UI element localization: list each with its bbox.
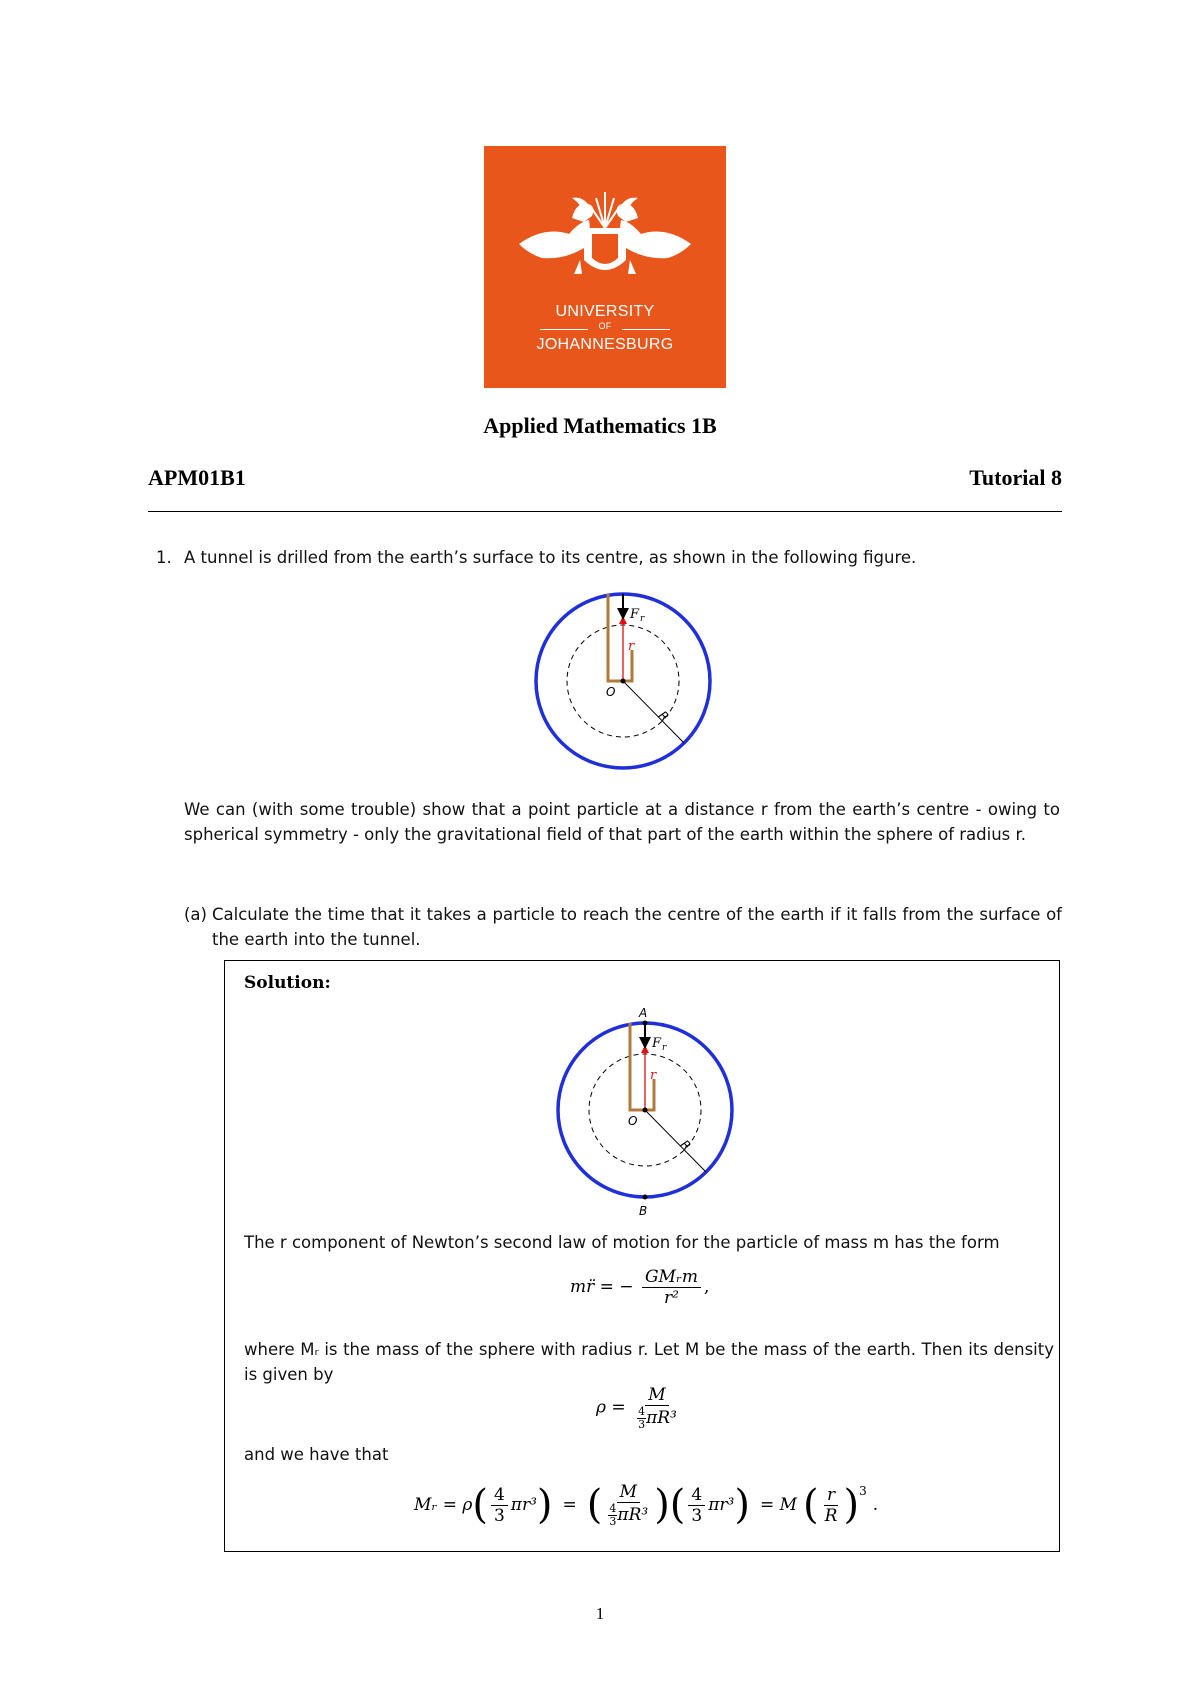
paren-open: ( — [803, 1482, 819, 1528]
tunnel — [630, 1023, 654, 1110]
logo-text-university: UNIVERSITY — [555, 303, 655, 320]
label-a: A — [639, 1006, 648, 1020]
eq3-piR3: πR³ — [617, 1505, 649, 1525]
label-radius: R — [655, 708, 672, 725]
explanation-paragraph: We can (with some trouble) show that a point particle at a distance r from the earth’s centre - owing to spherical symmetry - only the gravitational field of that part of the earth within the sphere of radius r. — [184, 800, 1060, 844]
label-r-vector: r — [650, 1068, 657, 1083]
tunnel — [608, 594, 632, 681]
force-arrowhead — [617, 608, 629, 620]
label-force-sub: r — [662, 1043, 667, 1053]
eq1-tail: , — [703, 1277, 710, 1297]
paren-close: ) — [654, 1482, 670, 1528]
radius-line — [623, 681, 684, 743]
eq1-numerator: GMᵣm — [642, 1267, 701, 1288]
eq3-pir3-b: πr³ — [708, 1495, 735, 1515]
eq3-m: M — [617, 1482, 640, 1503]
eq3-equals: = — [562, 1495, 577, 1515]
eq3-end: . — [872, 1495, 879, 1515]
tutorial-number: Tutorial 8 — [969, 465, 1062, 490]
question-text: A tunnel is drilled from the earth’s surface to its centre, as shown in the following figure. — [184, 548, 917, 567]
eq2-piR3: πR³ — [646, 1408, 677, 1428]
eq3-R: R — [824, 1505, 838, 1526]
solution-line-2: where Mᵣ is the mass of the sphere with radius r. Let M be the mass of the earth. Then its density is given by — [244, 1340, 1054, 1384]
eq2-fraction — [634, 1385, 680, 1431]
eq3-cube: 3 — [859, 1484, 867, 1498]
paren-open: ( — [472, 1482, 488, 1528]
solution-line-3: and we have that — [244, 1445, 389, 1464]
course-code: APM01B1 — [148, 465, 246, 490]
label-b: B — [639, 1204, 648, 1218]
page-number: 1 — [595, 1604, 605, 1623]
griffin-crest-icon — [484, 156, 726, 306]
radius-line — [645, 1110, 706, 1172]
eq1-fraction — [642, 1267, 701, 1308]
paren-close: ) — [734, 1482, 750, 1528]
eq3-lhs: Mᵣ = ρ — [414, 1495, 473, 1515]
eq3-frac-r-R — [822, 1485, 841, 1526]
point-a — [643, 1021, 648, 1026]
point-b — [643, 1195, 648, 1200]
label-force: F — [630, 607, 640, 622]
paren-open: ( — [586, 1482, 603, 1528]
logo-text-johannesburg: JOHANNESBURG — [536, 336, 674, 353]
eq2-small-fraction — [637, 1406, 646, 1431]
eq3-r: r — [824, 1485, 838, 1506]
eq3-four: 4 — [491, 1485, 508, 1506]
label-origin: O — [606, 685, 616, 699]
equation-density — [596, 1385, 683, 1431]
header-rule — [148, 511, 1062, 512]
label-r-vector: r — [628, 639, 635, 654]
eq3-frac-4-3-b — [688, 1485, 705, 1526]
eq2-denominator — [634, 1406, 680, 1431]
label-force-sub: r — [640, 614, 645, 624]
logo-divider-right — [622, 329, 670, 330]
eq3-small-den: 3 — [609, 1515, 617, 1528]
solution-line-1: The r component of Newton’s second law of motion for the particle of mass m has the form — [244, 1233, 1000, 1252]
eq3-den — [605, 1503, 651, 1528]
eq3-small-num: 4 — [609, 1502, 617, 1515]
eq3-pir3: πr³ — [510, 1495, 537, 1515]
paren-close: ) — [536, 1482, 553, 1528]
eq2-small-den: 3 — [638, 1418, 646, 1431]
part-a-text: Calculate the time that it takes a particle to reach the centre of the earth if it falls from the surface of the earth into the tunnel. — [212, 905, 1062, 949]
eq3-equals-m: = M — [759, 1495, 798, 1515]
paren-close: ) — [843, 1482, 860, 1528]
solution-figure — [548, 1003, 748, 1223]
eq3-four-b: 4 — [688, 1485, 705, 1506]
solution-title: Solution: — [244, 973, 331, 993]
course-title: Applied Mathematics 1B — [483, 413, 717, 438]
eq3-frac-4-3 — [491, 1485, 508, 1526]
eq3-three: 3 — [493, 1505, 505, 1526]
paren-open: ( — [669, 1482, 686, 1528]
eq3-three-b: 3 — [691, 1505, 703, 1526]
label-force: F — [652, 1036, 662, 1051]
equation-mass-sphere — [414, 1482, 878, 1528]
eq2-small-num: 4 — [638, 1405, 646, 1418]
force-arrowhead — [639, 1037, 651, 1049]
equation-newton — [570, 1267, 709, 1308]
tunnel-figure — [530, 588, 720, 778]
label-radius: R — [677, 1137, 694, 1154]
label-origin: O — [628, 1114, 638, 1128]
university-logo — [484, 146, 726, 388]
eq2-lhs: ρ = — [596, 1397, 626, 1418]
eq1-denominator: r² — [663, 1288, 679, 1308]
eq1-lhs: mr̈ = − — [570, 1277, 634, 1297]
question-number: 1. — [156, 548, 172, 567]
logo-text-of: OF — [598, 321, 612, 331]
eq2-numerator: M — [645, 1385, 668, 1406]
part-a-label: (a) — [184, 905, 207, 924]
eq3-frac-m — [605, 1482, 651, 1528]
